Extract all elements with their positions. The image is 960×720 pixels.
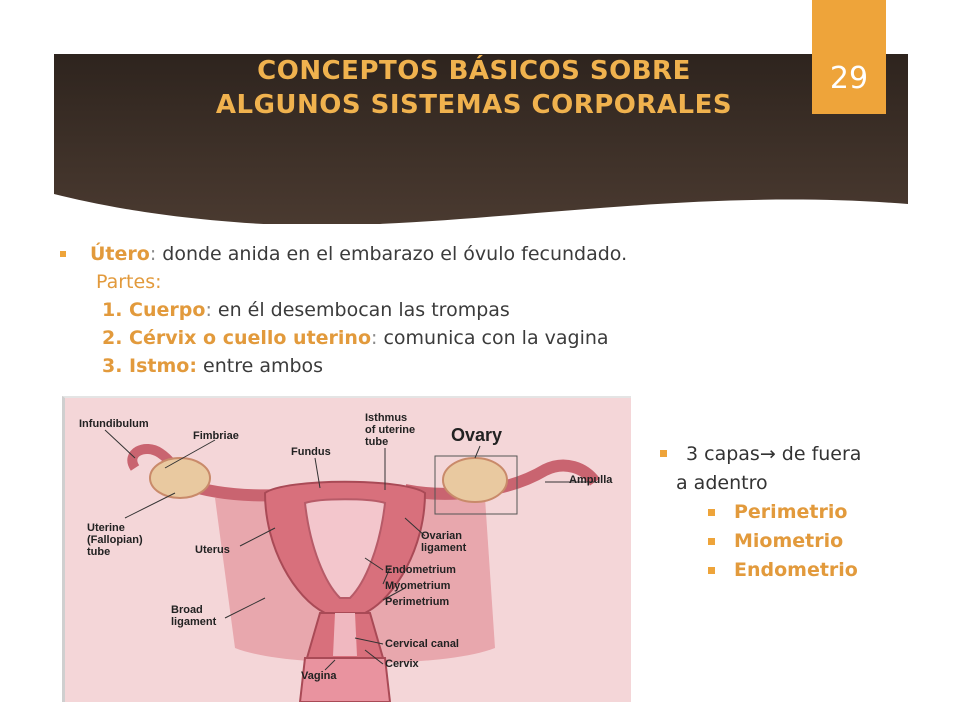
label-uterine-line: Uterine — [87, 522, 125, 534]
part-desc: comunica con la vagina — [377, 327, 609, 349]
label-cervix: Cervix — [385, 658, 419, 670]
part-term: 2. Cérvix o cuello uterino — [102, 327, 372, 349]
part-item — [60, 352, 820, 380]
page-number: 29 — [829, 61, 869, 96]
part-sep: : — [371, 327, 378, 349]
part-term: 1. Cuerpo — [102, 299, 206, 321]
label-uterine-line: (Fallopian) — [87, 534, 143, 546]
layers-intro-line2: a adentro — [676, 472, 768, 494]
label-broad-ligament — [171, 604, 216, 628]
bullet-icon — [708, 567, 715, 574]
uterus-desc: donde anida en el embarazo el óvulo fecundado. — [156, 243, 628, 265]
layers-intro-rest: de fuera — [775, 443, 862, 465]
label-ovarian-line: Ovarian — [421, 530, 462, 542]
bullet-icon — [60, 251, 66, 257]
uterus-illustration — [65, 398, 631, 702]
parts-label: Partes: — [96, 271, 162, 293]
layer-name: Endometrio — [734, 559, 858, 581]
label-ovarian-ligament — [421, 530, 466, 554]
arrow-icon: → — [759, 443, 776, 465]
label-uterus: Uterus — [195, 544, 230, 556]
layers-intro — [656, 440, 946, 469]
main-content — [60, 240, 820, 380]
label-ovarian-line: ligament — [421, 542, 467, 554]
label-myometrium: Myometrium — [385, 580, 451, 592]
label-isthmus-line: tube — [365, 436, 389, 448]
label-ovary: Ovary — [451, 425, 503, 445]
label-endometrium: Endometrium — [385, 564, 456, 576]
layer-item — [656, 498, 946, 527]
uterus-bullet — [60, 240, 820, 268]
label-isthmus — [365, 412, 415, 448]
layer-item — [656, 556, 946, 585]
part-item — [60, 324, 820, 352]
label-cervical-canal: Cervical canal — [385, 638, 459, 650]
label-vagina: Vagina — [301, 670, 337, 682]
label-isthmus-line: Isthmus — [365, 412, 408, 424]
label-uterine-tube — [87, 522, 143, 558]
bullet-icon — [708, 509, 715, 516]
layers-list — [656, 440, 946, 585]
label-broad-line: ligament — [171, 616, 217, 628]
page-number-badge — [812, 0, 886, 114]
slide-title — [54, 54, 894, 122]
layers-intro-text: 3 capas — [686, 443, 760, 465]
part-term: 3. Istmo: — [102, 355, 197, 377]
part-desc: en él desembocan las trompas — [211, 299, 510, 321]
label-isthmus-line: of uterine — [365, 424, 416, 436]
part-desc: entre ambos — [196, 355, 324, 377]
layer-name: Perimetrio — [734, 501, 848, 523]
label-fundus: Fundus — [291, 446, 331, 458]
layer-item — [656, 527, 946, 556]
bullet-icon — [660, 450, 667, 457]
uterus-sep: : — [149, 243, 157, 265]
part-sep: : — [205, 299, 212, 321]
label-infundibulum: Infundibulum — [79, 418, 149, 430]
label-ampulla: Ampulla — [569, 474, 613, 486]
uterus-anatomy-diagram — [62, 396, 631, 702]
layer-name: Miometrio — [734, 530, 844, 552]
label-uterine-line: tube — [87, 546, 111, 558]
part-item — [60, 296, 820, 324]
bullet-icon — [708, 538, 715, 545]
title-line-1: CONCEPTOS BÁSICOS SOBRE — [257, 56, 691, 86]
uterus-term: Útero — [90, 243, 150, 265]
label-fimbriae: Fimbriae — [193, 430, 239, 442]
label-broad-line: Broad — [171, 604, 203, 616]
label-perimetrium: Perimetrium — [385, 596, 450, 608]
title-line-2: ALGUNOS SISTEMAS CORPORALES — [215, 90, 733, 120]
